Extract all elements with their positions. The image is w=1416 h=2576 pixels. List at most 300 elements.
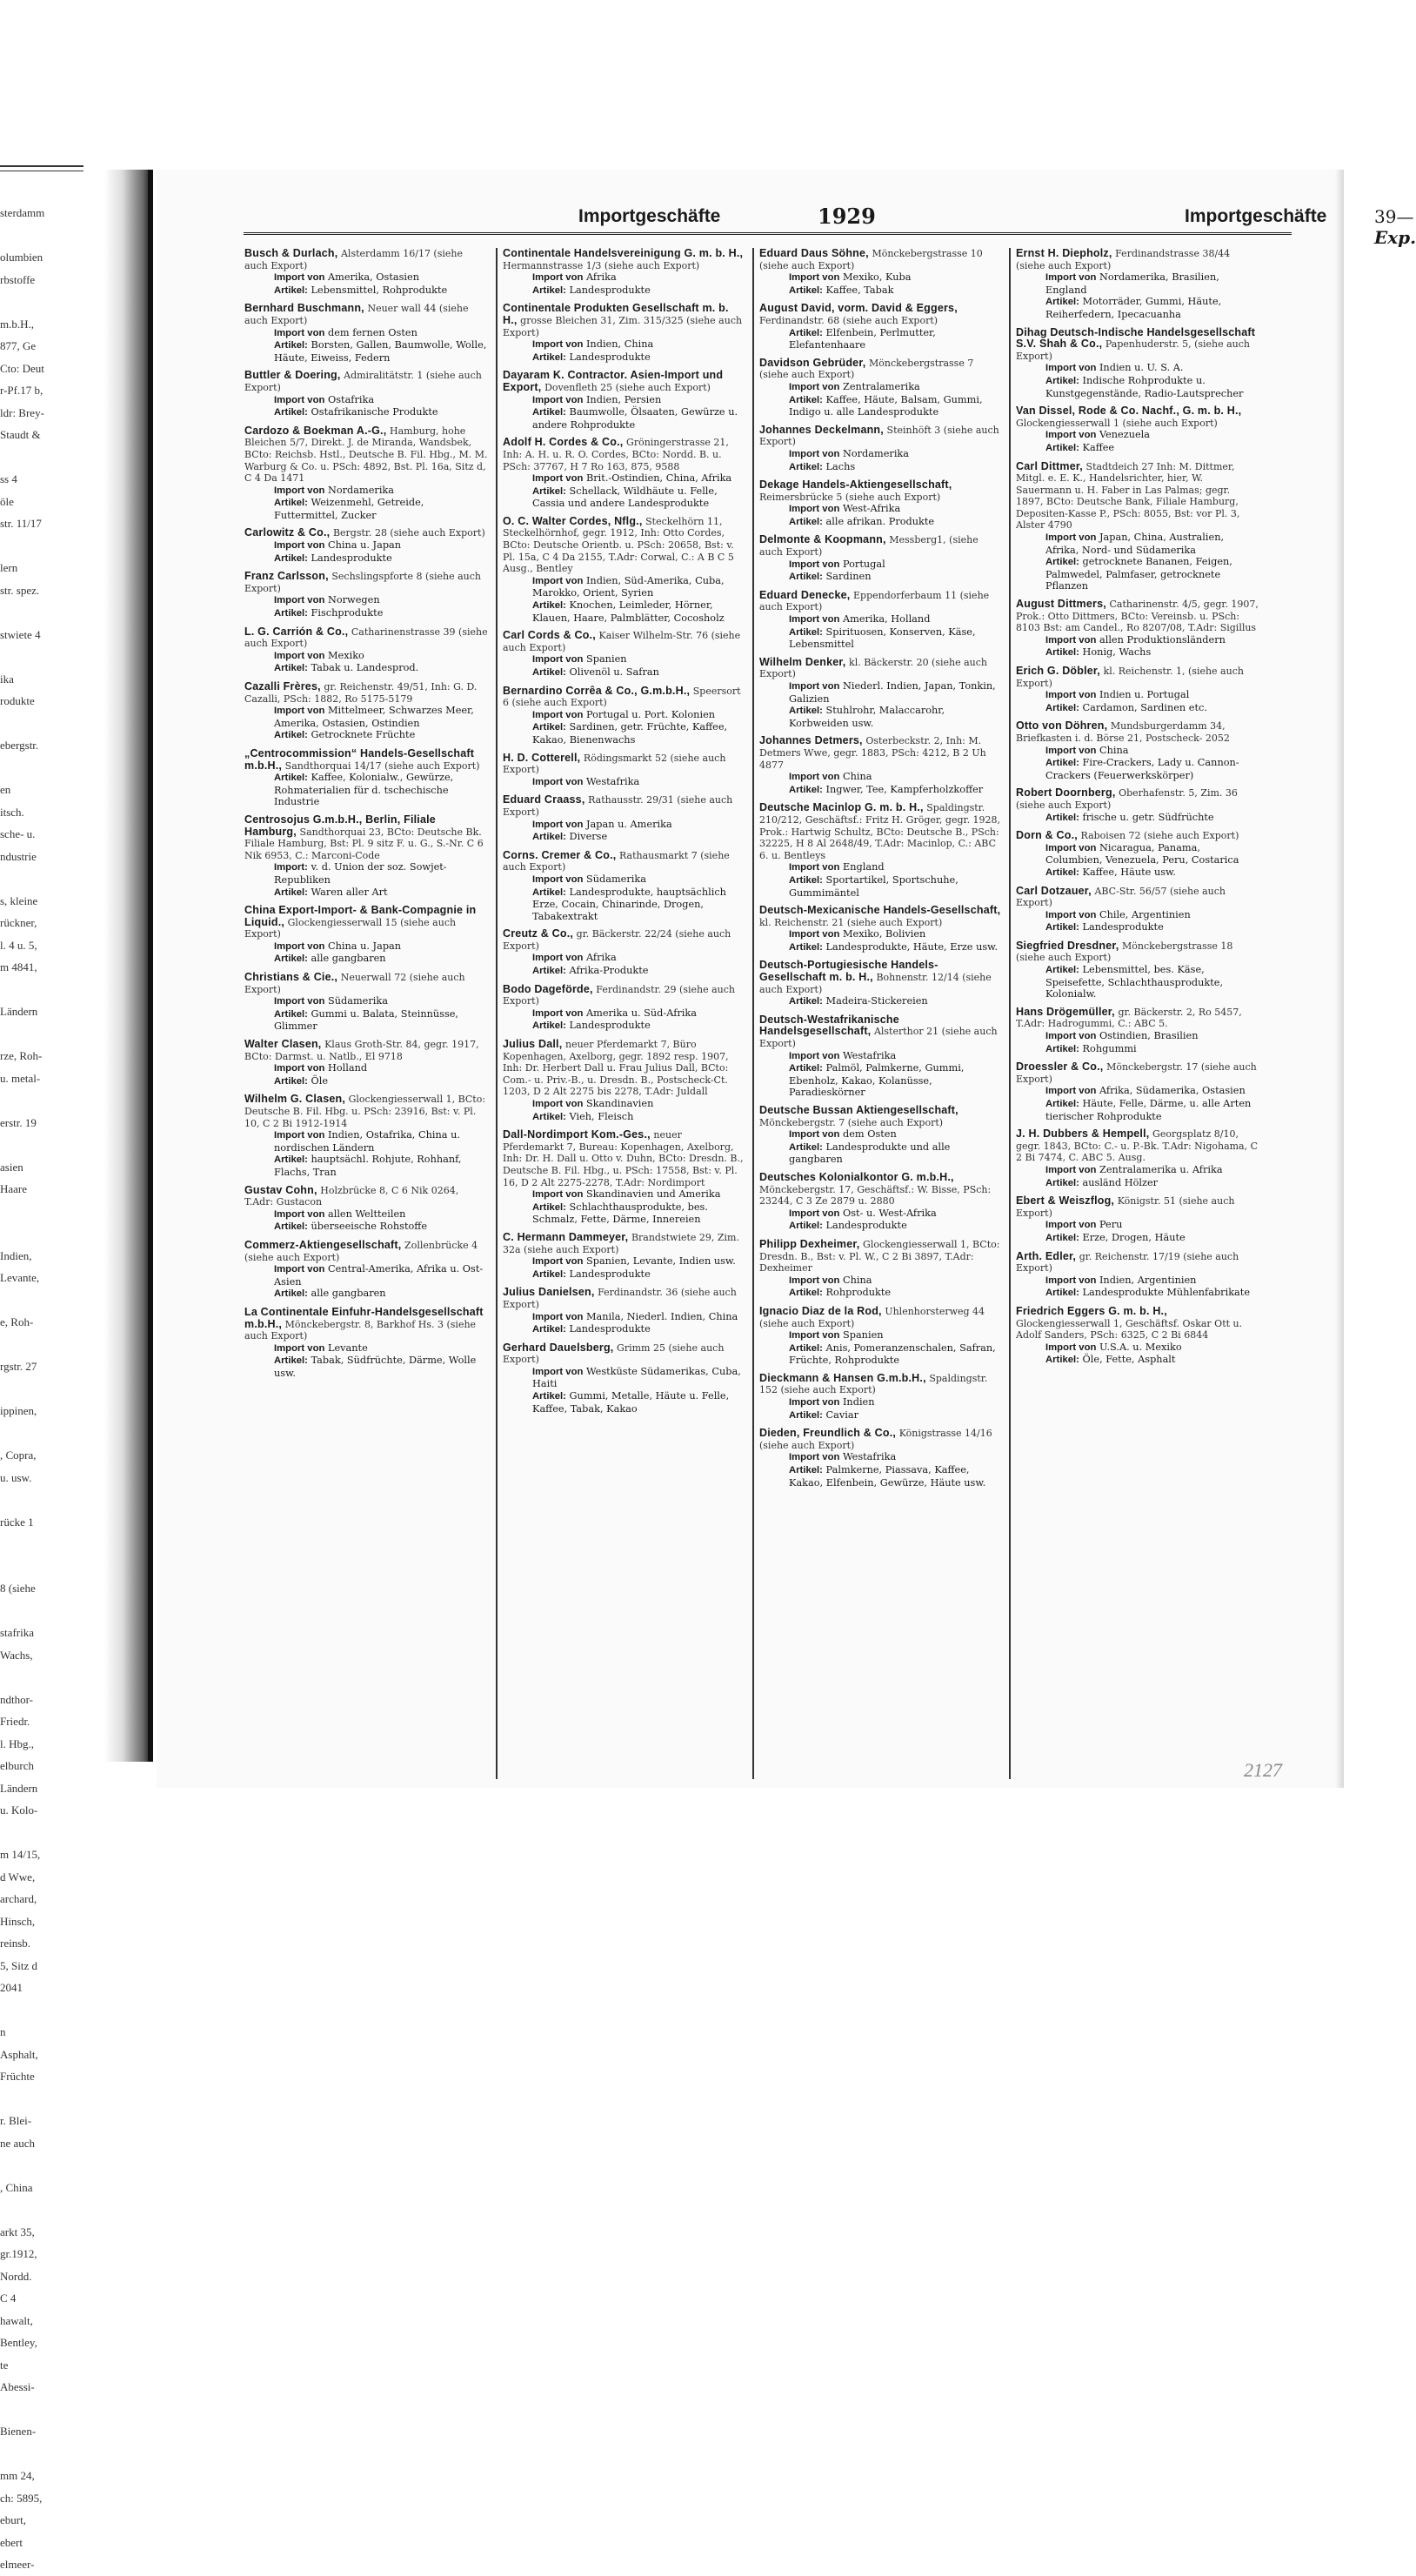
- directory-entry: [1016, 720, 1259, 781]
- detail-value: Vieh, Fleisch: [569, 1110, 634, 1122]
- entry-detail-line: [759, 1128, 1002, 1141]
- detail-label: Artikel:: [789, 1221, 823, 1232]
- company-address: Osterbeckstr. 2, Inh: M. Detmers Wwe, gegr. 1883, PSch: 4212, B 2 Uh 4877: [759, 735, 986, 771]
- detail-label: Import von: [274, 1063, 325, 1074]
- detail-label: Artikel:: [274, 340, 308, 351]
- entry-detail-line: [244, 772, 489, 808]
- entry-detail-line: [244, 497, 489, 521]
- directory-entry: [503, 686, 745, 746]
- directory-entry: [1016, 461, 1259, 593]
- directory-entry: [244, 814, 489, 899]
- left-page-fragment-line: öle: [0, 494, 14, 508]
- entry-detail-line: [759, 680, 1002, 705]
- entry-detail-line: [759, 626, 1002, 651]
- entry-heading: [503, 928, 745, 952]
- company-address: Speersort 6 (siehe auch Export): [503, 685, 741, 709]
- detail-value: Lebensmittel, Rohprodukte: [311, 284, 448, 296]
- left-page-fragment-line: d Wwe,: [0, 1870, 36, 1883]
- handwritten-page-mark: 2127: [1244, 1759, 1282, 1781]
- left-page-fragment-line: lern: [0, 561, 18, 574]
- entry-detail-line: [1016, 1232, 1259, 1245]
- detail-value: Mexiko, Bolivien: [842, 928, 926, 940]
- detail-label: Artikel:: [274, 1355, 308, 1367]
- detail-value: Waren aller Art: [311, 886, 388, 898]
- entry-detail-line: [759, 941, 1002, 954]
- detail-value: Spanien, Levante, Indien usw.: [585, 1255, 736, 1268]
- directory-entry: [503, 516, 745, 624]
- left-page-fragment-line: Wachs,: [0, 1648, 33, 1662]
- left-page-fragment-line: [0, 535, 83, 558]
- detail-label: Import von: [1045, 1275, 1097, 1286]
- left-page-fragment-line: itsch.: [0, 805, 24, 819]
- directory-entry: [244, 1094, 489, 1178]
- company-address: Ferdinandstrasse 38/44 (siehe auch Export): [1016, 248, 1231, 271]
- detail-label: Import von: [1045, 272, 1097, 284]
- company-name: Wilhelm Denker,: [759, 655, 846, 668]
- company-address: Mönckebergstrasse 7 (siehe auch Export): [759, 357, 974, 381]
- entry-detail-line: [244, 1008, 489, 1033]
- left-page-fragment-line: l. 4 u. 5,: [0, 938, 37, 952]
- company-address: Rathausmarkt 7 (siehe auch Export): [503, 849, 730, 873]
- entry-detail-line: [244, 953, 489, 966]
- detail-value: Indien: [842, 1396, 875, 1408]
- directory-entry: [244, 1240, 489, 1301]
- company-address: Klaus Groth-Str. 84, gegr. 1917, BCto: Darmst. u. Natlb., El 9718: [244, 1039, 479, 1062]
- page-edge: [1335, 170, 1344, 1788]
- left-page-fragment-line: u. usw.: [0, 1470, 32, 1484]
- entry-detail-line: [1016, 532, 1259, 556]
- detail-label: Import von: [532, 1189, 584, 1201]
- detail-value: Westafrika: [842, 1451, 897, 1463]
- company-address: Catharinenstrasse 39 (siehe auch Export): [244, 626, 488, 650]
- detail-label: Artikel:: [789, 461, 823, 472]
- detail-value: Ostafrika: [327, 393, 375, 405]
- left-page-fragment-line: ika: [0, 672, 14, 686]
- detail-label: Import von: [274, 1342, 325, 1354]
- directory-entry: [759, 358, 1002, 418]
- detail-value: Südamerika: [585, 873, 646, 885]
- company-name: Erich G. Döbler,: [1016, 665, 1100, 677]
- detail-label: Artikel:: [274, 498, 308, 509]
- directory-entry: [1016, 1128, 1259, 1189]
- detail-label: Artikel:: [1045, 812, 1079, 823]
- detail-label: Import von: [789, 772, 840, 783]
- entry-detail-line: [244, 271, 489, 284]
- left-page-fragment-line: [0, 867, 83, 890]
- company-name: Eduard Daus Söhne,: [759, 247, 869, 259]
- left-page-fragment-line: [0, 1822, 83, 1844]
- detail-value: Öle: [311, 1074, 329, 1087]
- detail-value: Zentralamerika: [842, 380, 920, 392]
- detail-value: Westafrika: [842, 1049, 897, 1061]
- left-page-fragment-line: Levante,: [0, 1271, 40, 1284]
- entry-heading: [244, 303, 489, 326]
- entry-detail-line: [503, 485, 745, 510]
- company-address: Mönckebergstrasse 10 (siehe auch Export): [759, 248, 983, 271]
- company-name: Bernhard Buschmann,: [244, 302, 364, 315]
- entry-heading: [759, 1014, 1002, 1050]
- company-address: Mönckebergstr. 8, Barkhof Hs. 3 (siehe auch Export): [244, 1318, 477, 1342]
- left-page-fragment-line: reinsb.: [0, 1937, 31, 1950]
- detail-value: Mexiko: [327, 649, 364, 661]
- detail-label: Artikel:: [274, 552, 308, 564]
- left-page-fragment-line: ldr: Brey-: [0, 405, 44, 419]
- company-name: China Export-Import- & Bank-Compagnie in Liquid.,: [244, 904, 477, 928]
- detail-value: überseeische Rohstoffe: [311, 1221, 427, 1233]
- detail-value: Palmkerne, Piassava, Kaffee, Kakao, Elfenbein, Gewürze, Häute usw.: [789, 1464, 986, 1489]
- left-page-fragment-line: [0, 1489, 83, 1511]
- left-page-fragment-line: 8 (siehe: [0, 1582, 36, 1595]
- detail-value: Kaffee, Häute, Balsam, Gummi, Indigo u. alle Landesprodukte: [789, 393, 983, 418]
- directory-entry: [759, 905, 1002, 953]
- detail-label: Artikel:: [274, 953, 308, 965]
- detail-label: Import von: [274, 485, 325, 496]
- entry-detail-line: [759, 1050, 1002, 1063]
- detail-value: allen Produktionsländern: [1099, 633, 1226, 646]
- detail-value: Rohprodukte: [825, 1287, 892, 1299]
- company-address: Alsterdamm 16/17 (siehe auch Export): [244, 248, 463, 271]
- entry-detail-line: [759, 327, 1002, 351]
- company-address: Mundsburgerdamm 34, Briefkasten i. d. Börse 21, Postscheck- 2052: [1016, 720, 1230, 744]
- entry-heading: [244, 248, 489, 271]
- detail-label: Import von: [1045, 1164, 1097, 1175]
- company-name: Gustav Cohn,: [244, 1183, 317, 1196]
- company-address: Ferdinandstr. 68 (siehe auch Export): [759, 314, 938, 326]
- entry-detail-line: [1016, 745, 1259, 758]
- directory-entry: [244, 626, 489, 675]
- detail-label: Import von: [789, 1208, 840, 1219]
- company-name: Julius Danielsen,: [503, 1286, 595, 1299]
- directory-entry: [759, 1172, 1002, 1233]
- entry-heading: [1016, 1251, 1259, 1275]
- company-name: Gerhard Dauelsberg,: [503, 1341, 614, 1354]
- entry-heading: [1016, 1007, 1259, 1030]
- entry-heading: [759, 1105, 1002, 1128]
- left-page-fragment-line: Friedr.: [0, 1715, 30, 1728]
- directory-entry: [1016, 666, 1259, 714]
- entry-detail-line: [503, 873, 745, 887]
- entry-detail-line: [244, 650, 489, 663]
- company-name: Wilhelm G. Clasen,: [244, 1093, 346, 1106]
- detail-value: Kaffee, Kolonialw., Gewürze, Rohmaterialien für d. tschechische Industrie: [274, 772, 454, 808]
- left-page-fragment-line: ss 4: [0, 472, 17, 485]
- entry-heading: [759, 303, 1002, 326]
- company-address: Königstrasse 14/16 (siehe auch Export): [759, 1428, 992, 1451]
- detail-value: U.S.A. u. Mexiko: [1099, 1341, 1182, 1353]
- detail-label: Artikel:: [532, 1268, 566, 1280]
- entry-detail-line: [1016, 1043, 1259, 1056]
- directory-entry: [244, 972, 489, 1033]
- company-address: Sandthorquai 23, BCto: Deutsche Bk. Filiale Hamburg, Bst: Pl. 9 sitz F. u. G., S.-Nr. C 6 Nik 6953, C.: Marconi-Code: [244, 826, 484, 861]
- detail-label: Artikel:: [274, 608, 308, 619]
- entry-heading: [244, 1094, 489, 1129]
- entry-detail-line: [759, 284, 1002, 298]
- directory-entry: [759, 657, 1002, 730]
- detail-value: Portugal: [842, 558, 885, 570]
- detail-label: Import von: [274, 1130, 325, 1141]
- company-address: Dovenfleth 25 (siehe auch Export): [544, 381, 711, 393]
- detail-value: Öle, Fette, Asphalt: [1082, 1354, 1176, 1366]
- detail-value: Borsten, Gallen, Baumwolle, Wolle, Häute, Eiweiss, Federn: [274, 339, 487, 364]
- entry-detail-line: [1016, 921, 1259, 934]
- company-name: Friedrich Eggers G. m. b. H.,: [1016, 1304, 1167, 1317]
- detail-label: Artikel:: [789, 784, 823, 795]
- entry-detail-line: [759, 1220, 1002, 1233]
- entry-detail-line: [759, 1208, 1002, 1221]
- detail-value: Kaffee, Tabak: [825, 284, 894, 296]
- detail-value: China u. Japan: [327, 940, 402, 952]
- detail-value: Olivenöl u. Safran: [569, 666, 659, 678]
- entry-heading: [244, 1039, 489, 1062]
- company-name: Otto von Döhren,: [1016, 719, 1108, 733]
- entry-heading: [503, 850, 745, 873]
- detail-value: Japan, China, Australien, Afrika, Nord- und Südamerika: [1045, 532, 1225, 556]
- left-page-fragment-line: rbstoffe: [0, 272, 36, 286]
- entry-detail-line: [759, 1141, 1002, 1166]
- detail-value: Landesprodukte, hauptsächlich Erze, Cocain, Chinarinde, Drogen, Tabakextrakt: [532, 886, 726, 922]
- entry-detail-line: [503, 831, 745, 844]
- entry-detail-line: [244, 1355, 489, 1379]
- detail-label: Import von: [1045, 842, 1097, 853]
- left-page-fragment-line: [0, 291, 83, 313]
- directory-entry: [244, 248, 489, 297]
- company-name: Deutsche Macinlop G. m. b. H.,: [759, 801, 924, 814]
- detail-label: Artikel:: [532, 722, 566, 733]
- directory-entry: [503, 1129, 745, 1226]
- entry-detail-line: [244, 995, 489, 1008]
- detail-label: Import von: [1045, 634, 1097, 646]
- entry-detail-line: [759, 1342, 1002, 1367]
- directory-entry: [244, 748, 489, 808]
- detail-value: Fire-Crackers, Lady u. Cannon-Crackers (Feuerwerkskörper): [1045, 757, 1239, 781]
- entry-detail-line: [503, 1020, 745, 1033]
- detail-value: Manila, Niederl. Indien, China: [585, 1310, 738, 1322]
- detail-label: Import von: [789, 504, 840, 515]
- entry-detail-line: [759, 571, 1002, 584]
- directory-entry: [244, 571, 489, 619]
- detail-label: Artikel:: [532, 1324, 566, 1335]
- detail-label: Import von: [789, 1050, 840, 1061]
- entry-heading: [1016, 599, 1259, 634]
- company-address: neuer Pferdemarkt 7, Bureau: Kopenhagen, Axelborg, Inh: Dr. H. Dall u. Otto v. Duhn, BCto: Dresdn. B., Deutsche B. Fil. Hbg., u. PSch: 17558, Bst: v. Pl. 16, D 2 Alt 2275-2278, T.Adr: Nordimport: [503, 1129, 744, 1188]
- directory-entry: [1016, 405, 1259, 454]
- left-page-fragment-line: te: [0, 2358, 9, 2372]
- detail-label: Artikel:: [274, 1008, 308, 1020]
- detail-value: Brit.-Ostindien, China, Afrika: [585, 472, 732, 485]
- entry-detail-line: [244, 594, 489, 607]
- detail-label: Import von: [274, 272, 325, 284]
- detail-value: Schellack, Wildhäute u. Felle, Cassia und andere Landesprodukte: [532, 485, 718, 510]
- entry-detail-line: [759, 1409, 1002, 1422]
- entry-detail-line: [759, 705, 1002, 729]
- detail-value: Lebensmittel, bes. Käse, Speisefette, Schlachthausprodukte, Kolonialw.: [1045, 964, 1224, 1000]
- entry-heading: [244, 748, 489, 772]
- left-page-fragment-line: r. Blei-: [0, 2114, 32, 2127]
- entry-heading: [503, 1342, 745, 1366]
- detail-value: Knochen, Leimleder, Hörner, Klauen, Haare, Palmblätter, Cocosholz: [532, 599, 725, 624]
- company-address: Mönckebergstr. 17 (siehe auch Export): [1016, 1061, 1257, 1085]
- detail-label: Artikel:: [274, 1221, 308, 1233]
- detail-label: Import von: [532, 1256, 584, 1268]
- entry-detail-line: [759, 1275, 1002, 1288]
- company-address: Rödingsmarkt 52 (siehe auch Export): [503, 752, 726, 776]
- detail-label: Artikel:: [789, 516, 823, 527]
- entry-detail-line: [503, 406, 745, 431]
- company-name: C. Hermann Dammeyer,: [503, 1230, 629, 1243]
- entry-detail-line: [759, 1329, 1002, 1342]
- entry-detail-line: [1016, 296, 1259, 320]
- detail-value: Indien u. Portugal: [1099, 689, 1190, 701]
- detail-value: Fischprodukte: [311, 607, 384, 619]
- left-page-fragment-line: olumbien: [0, 251, 43, 264]
- detail-label: Artikel:: [789, 996, 823, 1007]
- left-page-fragment-line: Früchte: [0, 2070, 35, 2083]
- left-page-fragment-line: stwiete 4: [0, 627, 41, 641]
- detail-value: Anis, Pomeranzenschalen, Safran, Früchte, Rohprodukte: [789, 1342, 996, 1367]
- detail-label: Import von: [789, 929, 840, 940]
- detail-label: Import von: [274, 327, 325, 338]
- entry-detail-line: [503, 1007, 745, 1020]
- company-name: Dayaram K. Contractor. Asien-Import und Export,: [503, 369, 724, 393]
- left-page-fragment-line: l. Hbg.,: [0, 1736, 34, 1750]
- left-page-text: [0, 202, 83, 2576]
- company-address: Admiralitätstr. 1 (siehe auch Export): [244, 370, 482, 393]
- company-address: Uhlenhorsterweg 44 (siehe auch Export): [759, 1305, 985, 1329]
- detail-label: Artikel:: [789, 327, 823, 338]
- detail-value: Lachs: [825, 460, 856, 472]
- entry-heading: [1016, 248, 1259, 271]
- company-address: Neuer wall 44 (siehe auch Export): [244, 303, 469, 326]
- entry-detail-line: [244, 887, 489, 900]
- left-page-fragment-line: [0, 1378, 83, 1401]
- entry-detail-line: [1016, 442, 1259, 455]
- directory-entry: [244, 1307, 489, 1380]
- company-address: Hermannstrasse 1/3 (siehe auch Export): [503, 259, 700, 271]
- detail-label: Import:: [274, 862, 308, 873]
- company-name: Cardozo & Boekman A.-G.,: [244, 424, 387, 437]
- directory-entry: [759, 960, 1002, 1007]
- detail-value: Venezuela: [1099, 429, 1150, 441]
- company-name: Continentale Handelsvereinigung G. m. b. H.,: [503, 247, 744, 259]
- detail-value: Landesprodukte: [569, 1020, 651, 1032]
- detail-value: Indien, Persien: [585, 393, 662, 405]
- detail-value: Tabak u. Landesprod.: [311, 662, 419, 674]
- detail-label: Artikel:: [532, 667, 566, 678]
- entry-detail-line: [503, 1188, 745, 1201]
- detail-label: Import von: [532, 394, 584, 405]
- company-address: Papenhuderstr. 5, (siehe auch Export): [1016, 338, 1251, 362]
- entry-detail-line: [759, 394, 1002, 418]
- page-number-suffix: Exp.: [1374, 227, 1416, 248]
- left-page-fragment-line: Haare: [0, 1182, 28, 1195]
- detail-value: Indien, Süd-Amerika, Cuba, Marokko, Orient, Syrien: [532, 574, 725, 599]
- detail-value: Landesprodukte: [825, 1220, 907, 1232]
- entry-detail-line: [244, 327, 489, 340]
- detail-label: Import von: [532, 272, 584, 284]
- detail-value: Spanien: [585, 653, 627, 666]
- entry-heading: [1016, 666, 1259, 689]
- entry-detail-line: [503, 1390, 745, 1415]
- detail-label: Artikel:: [789, 874, 823, 886]
- company-name: Van Dissel, Rode & Co. Nachf., G. m. b. H.,: [1016, 405, 1242, 418]
- directory-column-3: [752, 248, 1009, 1779]
- company-address: Steckelhörn 11, Steckelhörnhof, gegr. 1912, Inh: Otto Cordes, BCto: Deutsche Orientb. u. PSch: 20658, Bst: v. Pl. 15a, C 4 Da 2155, T.Adr: Corwal, C.: A B C 5 Ausg., Bentley: [503, 515, 734, 575]
- left-page-fragment-line: Ländern: [0, 1005, 38, 1018]
- detail-value: Amerika, Holland: [842, 613, 931, 626]
- directory-column-2: [496, 248, 752, 1779]
- entry-detail-line: [1016, 842, 1259, 866]
- detail-value: China: [1099, 744, 1129, 756]
- entry-detail-line: [759, 516, 1002, 529]
- left-page-fragment-line: [0, 1201, 83, 1223]
- page-number-value: 39—: [1374, 206, 1414, 227]
- detail-label: Artikel:: [532, 407, 566, 418]
- detail-label: Artikel:: [789, 941, 823, 953]
- detail-label: Artikel:: [532, 1391, 566, 1402]
- entry-detail-line: [244, 1342, 489, 1355]
- entry-detail-line: [244, 1075, 489, 1088]
- left-page-fragment-line: [0, 1999, 83, 2022]
- company-address: Königstr. 51 (siehe auch Export): [1016, 1195, 1235, 1219]
- company-address: Gröningerstrasse 21, Inh: A. H. u. R. O. Cordes, BCto: Nordd. B. u. PSch: 37767, H 7 Ro 163, 875, 9588: [503, 437, 729, 472]
- entry-heading: [759, 905, 1002, 928]
- company-address: Neuerwall 72 (siehe auch Export): [244, 972, 465, 995]
- entry-heading: [503, 630, 745, 653]
- company-name: J. H. Dubbers & Hempell,: [1016, 1127, 1150, 1141]
- detail-value: Ingwer, Tee, Kampferholzkoffer: [825, 783, 984, 795]
- directory-entry: [759, 735, 1002, 796]
- left-page-fragment-line: elmeer-: [0, 2558, 35, 2571]
- company-name: Philipp Dexheimer,: [759, 1237, 860, 1250]
- company-name: Ignacio Diaz de la Rod,: [759, 1304, 882, 1317]
- company-name: Carlowitz & Co.,: [244, 526, 331, 539]
- left-page-fragment-line: u. Kolo-: [0, 1803, 38, 1817]
- detail-label: Import von: [789, 1452, 840, 1463]
- detail-value: Afrika: [585, 271, 617, 284]
- company-name: Corns. Cremer & Co.,: [503, 848, 617, 861]
- entry-detail-line: [759, 271, 1002, 284]
- detail-value: Gummi u. Balata, Steinnüsse, Glimmer: [274, 1007, 459, 1033]
- company-address: Bergstr. 28 (siehe auch Export): [332, 527, 485, 539]
- left-page-fragment-line: [0, 1134, 83, 1156]
- entry-detail-line: [759, 1396, 1002, 1409]
- detail-value: Rohgummi: [1082, 1042, 1137, 1054]
- detail-value: Indische Rohprodukte u. Kunstgegenstände, Radio-Lautsprecher: [1045, 374, 1244, 399]
- left-page-fragment-line: mm 24,: [0, 2469, 35, 2482]
- directory-entry: [503, 630, 745, 679]
- detail-label: Import von: [789, 1275, 840, 1286]
- detail-value: Palmöl, Palmkerne, Gummi, Ebenholz, Kakao, Kolanüsse, Paradieskörner: [789, 1062, 965, 1099]
- entry-detail-line: [503, 351, 745, 365]
- entry-detail-line: [244, 339, 489, 364]
- detail-label: Import von: [1045, 745, 1097, 756]
- left-page-fragment-line: [0, 979, 83, 1001]
- entry-heading: [1016, 1195, 1259, 1219]
- company-address: Brandstwiete 29, Zim. 32a (siehe auch Export): [503, 1231, 739, 1255]
- entry-detail-line: [1016, 556, 1259, 592]
- left-page-fragment-line: [0, 446, 83, 469]
- directory-entry: [1016, 599, 1259, 659]
- left-page-fragment-line: ippinen,: [0, 1404, 37, 1417]
- entry-detail-line: [759, 771, 1002, 784]
- company-address: Sandthorquai 14/17 (siehe auch Export): [284, 759, 480, 772]
- detail-label: Artikel:: [532, 1020, 566, 1032]
- company-name: Dekage Handels-Aktiengesellschaft,: [759, 478, 952, 492]
- left-page-fragment-line: ebergstr.: [0, 739, 39, 752]
- directory-entry: [759, 534, 1002, 583]
- entry-heading: [503, 686, 745, 709]
- left-page-fragment-line: ebert: [0, 2535, 23, 2549]
